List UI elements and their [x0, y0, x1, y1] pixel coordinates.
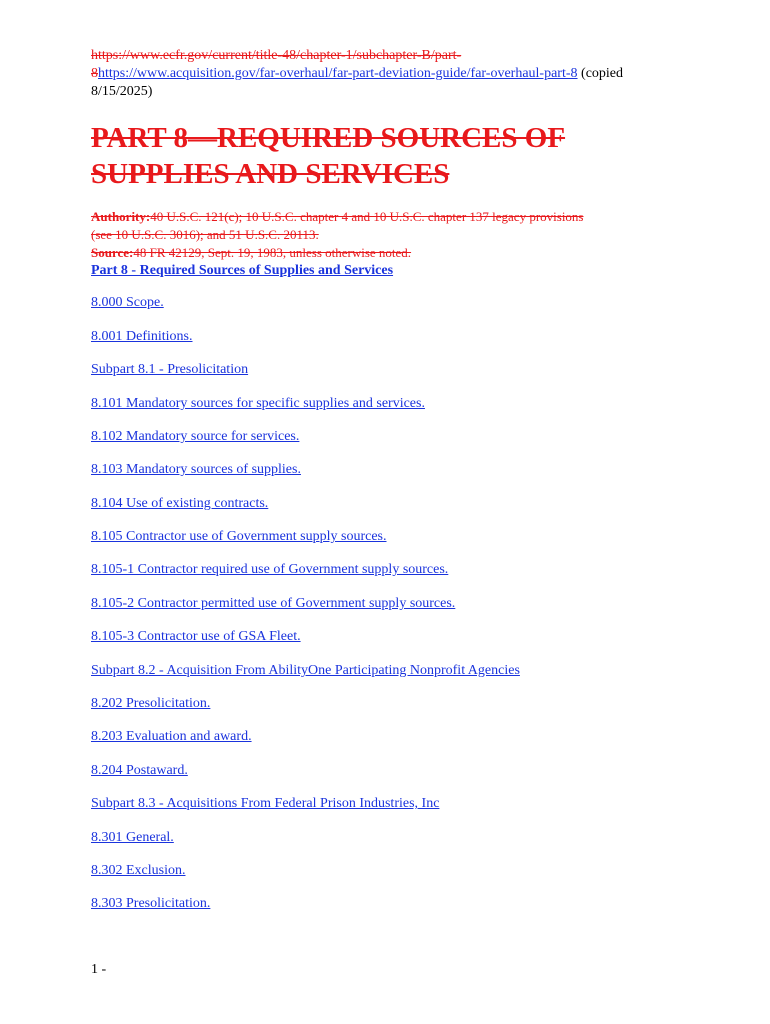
- part-title-line-2: SUPPLIES AND SERVICES: [91, 158, 450, 190]
- toc-link[interactable]: 8.105-2 Contractor permitted use of Government supply sources.: [91, 596, 456, 611]
- toc-link[interactable]: 8.101 Mandatory sources for specific supplies and services.: [91, 396, 425, 411]
- authority-line-1: [91, 208, 584, 225]
- source-line: [91, 244, 411, 261]
- authority-line-2: [91, 226, 319, 243]
- authority-text-2: (see 10 U.S.C. 3016); and 51 U.S.C. 20113.: [91, 227, 319, 242]
- header-url-line-2: [91, 65, 691, 83]
- old-ecfr-url[interactable]: https://www.ecfr.gov/current/title-48/chapter-1/subchapter-B/part-: [91, 48, 462, 63]
- toc-link[interactable]: 8.104 Use of existing contracts.: [91, 496, 269, 511]
- part-8-link[interactable]: Part 8 - Required Sources of Supplies and Services: [91, 263, 394, 278]
- copied-date: 8/15/2025): [91, 84, 153, 99]
- toc-link[interactable]: 8.203 Evaluation and award.: [91, 729, 252, 744]
- toc-link[interactable]: 8.000 Scope.: [91, 295, 164, 310]
- copied-note: (copied: [577, 66, 624, 81]
- header-url-line-1: [91, 47, 691, 65]
- toc-link[interactable]: 8.102 Mandatory source for services.: [91, 429, 300, 444]
- page-number: 1 -: [91, 962, 107, 977]
- authority-label: Authority:: [91, 209, 151, 224]
- part-title-line-1: PART 8—REQUIRED SOURCES OF: [91, 122, 566, 154]
- toc-subpart-link[interactable]: Subpart 8.1 - Presolicitation: [91, 362, 249, 377]
- acquisition-gov-url[interactable]: https://www.acquisition.gov/far-overhaul/far-part-deviation-guide/far-overhaul-part-8: [98, 66, 578, 81]
- toc-link[interactable]: 8.302 Exclusion.: [91, 863, 186, 878]
- toc-link[interactable]: 8.105-1 Contractor required use of Government supply sources.: [91, 562, 449, 577]
- old-ecfr-url-continued[interactable]: 8: [91, 66, 98, 81]
- toc-link[interactable]: 8.001 Definitions.: [91, 329, 193, 344]
- toc-subpart-link[interactable]: Subpart 8.3 - Acquisitions From Federal Prison Industries, Inc: [91, 796, 440, 811]
- source-label: Source:: [91, 245, 134, 260]
- authority-text-1: 40 U.S.C. 121(c); 10 U.S.C. chapter 4 and 10 U.S.C. chapter 137 legacy provisions: [150, 209, 584, 224]
- toc-link[interactable]: 8.301 General.: [91, 830, 174, 845]
- source-text: 48 FR 42129, Sept. 19, 1983, unless otherwise noted.: [133, 245, 412, 260]
- toc-link[interactable]: 8.105-3 Contractor use of GSA Fleet.: [91, 629, 301, 644]
- toc-link[interactable]: 8.303 Presolicitation.: [91, 896, 211, 911]
- toc-subpart-link[interactable]: Subpart 8.2 - Acquisition From AbilityOne Participating Nonprofit Agencies: [91, 663, 520, 678]
- toc-link[interactable]: 8.204 Postaward.: [91, 763, 188, 778]
- toc-link[interactable]: 8.103 Mandatory sources of supplies.: [91, 462, 301, 477]
- toc-link[interactable]: 8.105 Contractor use of Government supply sources.: [91, 529, 387, 544]
- header-url-line-3: [91, 83, 691, 101]
- toc-link[interactable]: 8.202 Presolicitation.: [91, 696, 211, 711]
